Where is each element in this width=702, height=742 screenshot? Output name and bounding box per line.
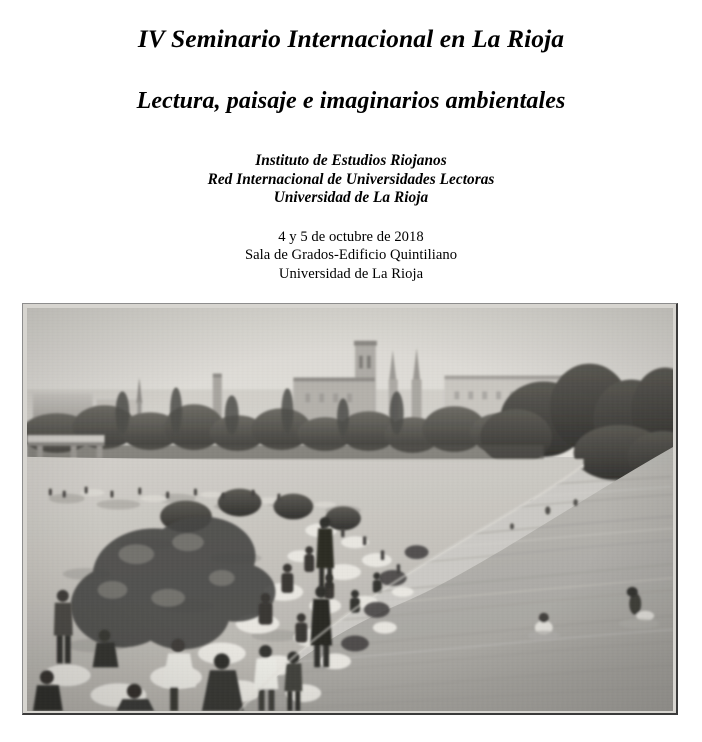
photograph-image [27, 308, 673, 711]
photograph-frame [22, 303, 678, 715]
venue-block [0, 228, 702, 283]
organizer-line-2: Red Internacional de Universidades Lectoras [207, 170, 495, 188]
photo-age-wash [27, 308, 673, 711]
organizer-line-3: Universidad de La Rioja [273, 189, 429, 207]
organizer-line-1: Instituto de Estudios Riojanos [255, 152, 447, 169]
photograph [27, 308, 673, 711]
event-room: Sala de Grados-Edificio Quintiliano [244, 247, 458, 264]
organizers-block [0, 152, 702, 208]
title-block [0, 24, 702, 116]
event-institution: Universidad de La Rioja [278, 265, 424, 282]
page-title: IV Seminario Internacional en La Rioja [137, 24, 565, 53]
event-date: 4 y 5 de octubre de 2018 [278, 229, 424, 245]
page-subtitle: Lectura, paisaje e imaginarios ambientales [136, 88, 566, 114]
